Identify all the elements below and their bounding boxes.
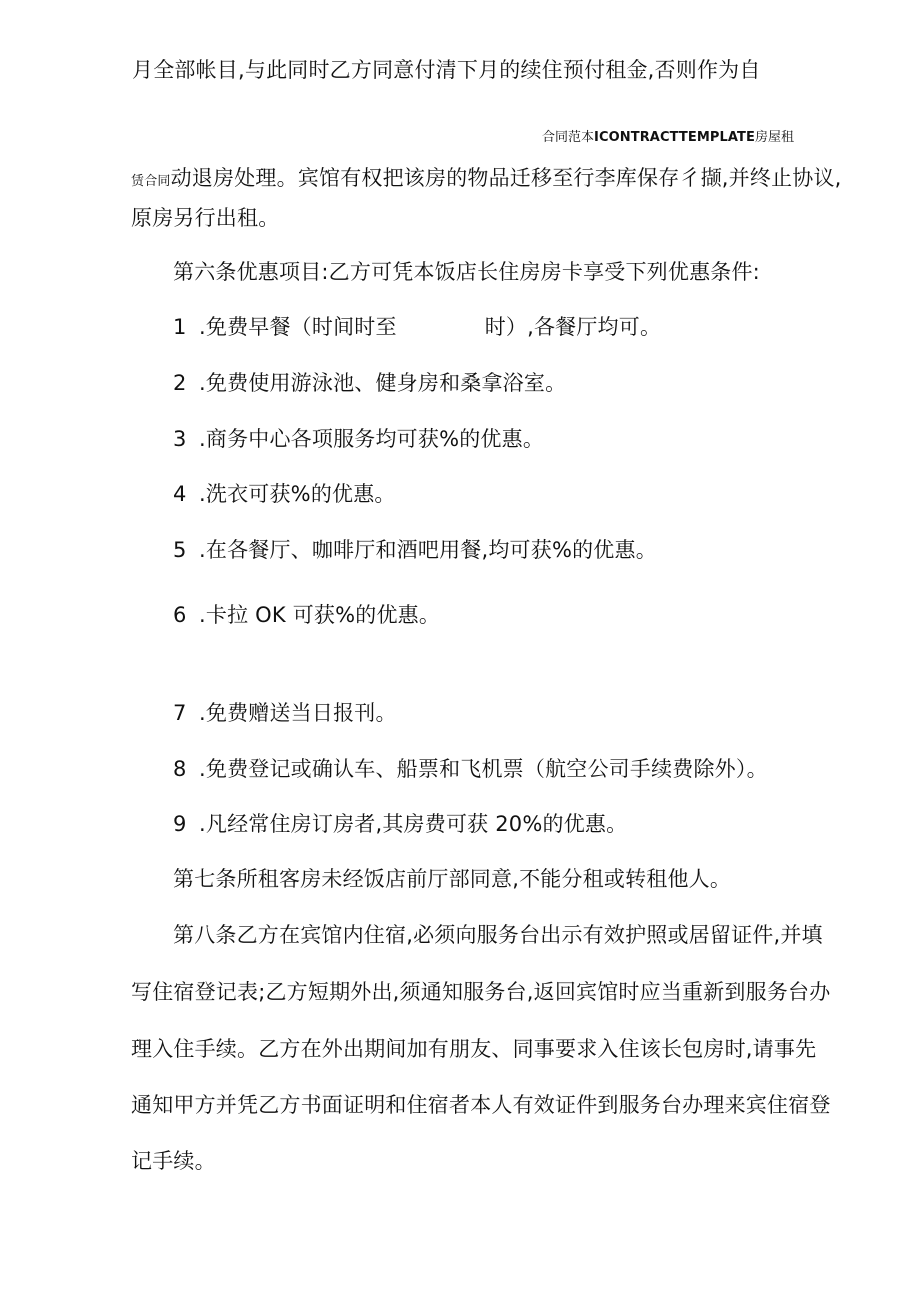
body-line-2-text: 动退房处理。宾馆有权把该房的物品迁移至行李库保存彳撷,并终止协议,	[170, 166, 842, 190]
list-item-text: .免费赠送当日报刊。	[199, 701, 397, 725]
list-item-number: 7	[173, 701, 187, 725]
list-item-number: 8	[173, 757, 187, 781]
article-8-line-1: 第八条乙方在宾馆内住宿,必须向服务台出示有效护照或居留证件,并填	[173, 923, 823, 947]
header-continuation: 赁合同	[131, 174, 171, 189]
header-prefix: 合同范本	[542, 130, 595, 145]
list-item-number: 1	[173, 315, 187, 339]
header-suffix: 房屋租	[754, 130, 794, 145]
header-code: ICONTRACTTEMPLATE	[594, 130, 755, 145]
list-item-text: .免费使用游泳池、健身房和桑拿浴室。	[199, 371, 567, 395]
list-item-number: 4	[173, 482, 187, 506]
list-item-text: .凡经常住房订房者,其房费可获 20%的优惠。	[199, 812, 628, 836]
list-item-text: .免费登记或确认车、船票和飞机票（航空公司手续费除外）。	[199, 757, 768, 781]
list-item-text: .免费早餐（时间时至	[199, 315, 397, 339]
list-item-4	[173, 484, 396, 505]
list-item-1	[173, 317, 661, 338]
article-8-line-3: 理入住手续。乙方在外出期间加有朋友、同事要求入住该长包房时,请事先	[131, 1037, 817, 1061]
body-line-2	[131, 168, 842, 189]
body-line-3: 原房另行出租。	[131, 206, 280, 230]
page-header	[542, 131, 794, 144]
list-item-6	[173, 605, 440, 626]
list-item-5	[173, 540, 657, 561]
list-item-number: 6	[173, 603, 187, 627]
list-item-number: 3	[173, 427, 187, 451]
list-item-text: .洗衣可获%的优惠。	[199, 482, 396, 506]
list-item-8	[173, 759, 768, 780]
list-item-text: .在各餐厅、咖啡厅和酒吧用餐,均可获%的优惠。	[199, 538, 657, 562]
list-item-2	[173, 373, 566, 394]
article-7: 第七条所租客房未经饭店前厅部同意,不能分租或转租他人。	[173, 867, 732, 891]
list-item-7	[173, 703, 397, 724]
list-item-number: 9	[173, 812, 187, 836]
list-item-9	[173, 814, 627, 835]
article-8-line-2: 写住宿登记表;乙方短期外出,须通知服务台,返回宾馆时应当重新到服务台办	[131, 980, 831, 1004]
article-8-line-4: 通知甲方并凭乙方书面证明和住宿者本人有效证件到服务台办理来宾住宿登	[131, 1093, 831, 1117]
list-item-text: .卡拉 OK 可获%的优惠。	[199, 603, 441, 627]
list-item-3	[173, 429, 544, 450]
list-item-text: .商务中心各项服务均可获%的优惠。	[199, 427, 545, 451]
list-item-text-cont: 时）,各餐厅均可。	[484, 315, 662, 339]
article-6-heading: 第六条优惠项目:乙方可凭本饭店长住房房卡享受下列优惠条件:	[173, 260, 760, 284]
article-8-line-5: 记手续。	[131, 1149, 216, 1173]
body-line-1: 月全部帐目,与此同时乙方同意付清下月的续住预付租金,否则作为自	[132, 58, 761, 82]
list-item-number: 5	[173, 538, 187, 562]
list-item-number: 2	[173, 371, 187, 395]
